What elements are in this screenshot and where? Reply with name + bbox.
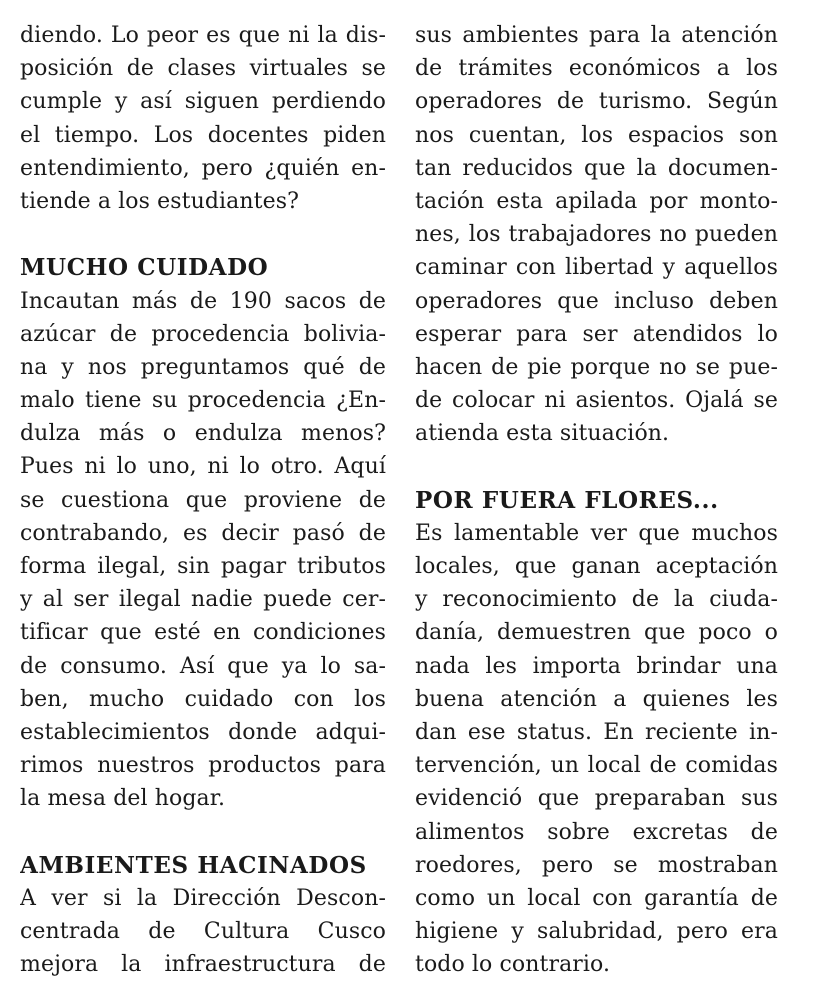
text-line: higiene y salubridad, pero era xyxy=(415,919,778,945)
text-line: y al ser ilegal nadie puede cer- xyxy=(20,587,386,613)
text-line: Pues ni lo uno, ni lo otro. Aquí xyxy=(20,454,386,480)
text-line: alimentos sobre excretas de xyxy=(415,819,778,845)
text-line: Es lamentable ver que muchos xyxy=(415,520,778,546)
text-line: de consumo. Así que ya lo sa- xyxy=(20,653,386,679)
text-line: Incautan más de 190 sacos de xyxy=(20,288,386,314)
text-line: malo tiene su procedencia ¿En- xyxy=(20,388,386,414)
text-line: se cuestiona que proviene de xyxy=(20,487,386,513)
text-line: caminar con libertad y aquellos xyxy=(415,255,778,281)
text-line: A ver si la Dirección Descon- xyxy=(20,885,386,911)
text-line: atienda esta situación. xyxy=(415,421,670,447)
text-line: nes, los trabajadores no pueden xyxy=(415,222,778,248)
text-line: el tiempo. Los docentes piden xyxy=(20,122,386,148)
text-line: operadores de turismo. Según xyxy=(415,89,778,115)
text-line: azúcar de procedencia bolivia- xyxy=(20,321,386,347)
text-line: como un local con garantía de xyxy=(415,885,778,911)
text-line: tación esta apilada por monto- xyxy=(415,188,778,214)
text-line: la mesa del hogar. xyxy=(20,786,226,812)
text-line: todo lo contrario. xyxy=(415,952,611,978)
text-line: centrada de Cultura Cusco xyxy=(20,919,386,945)
text-line: tan reducidos que la documen- xyxy=(415,155,778,181)
section-heading-por-fuera-flores: POR FUERA FLORES... xyxy=(415,486,719,514)
paragraph-gap xyxy=(20,218,386,251)
paragraph-gap xyxy=(20,816,386,849)
text-line: de colocar ni asientos. Ojalá se xyxy=(415,388,778,414)
text-line: cumple y así siguen perdiendo xyxy=(20,89,386,115)
text-line: hacen de pie porque no se pue- xyxy=(415,354,778,380)
text-line: evidenció que preparaban sus xyxy=(415,786,778,812)
text-line: operadores que incluso deben xyxy=(415,288,778,314)
text-line: de trámites económicos a los xyxy=(415,56,778,82)
text-line: dan ese status. En reciente in- xyxy=(415,719,778,745)
text-line: rimos nuestros productos para xyxy=(20,753,386,779)
text-line: nos cuentan, los espacios son xyxy=(415,122,778,148)
text-line: forma ilegal, sin pagar tributos xyxy=(20,554,386,579)
text-line: contrabando, es decir pasó de xyxy=(20,520,386,546)
text-line: establecimientos donde adqui- xyxy=(20,719,386,745)
text-line: dulza más o endulza menos? xyxy=(20,421,386,447)
text-line: nada les importa brindar una xyxy=(415,653,778,679)
text-line: tervención, un local de comidas xyxy=(415,753,778,779)
text-line: tiende a los estudiantes? xyxy=(20,188,300,214)
text-line: entendimiento, pero ¿quién en- xyxy=(20,155,386,181)
text-line: sus ambientes para la atención xyxy=(415,23,778,48)
text-line: tificar que esté en condiciones xyxy=(20,620,386,646)
text-line: y reconocimiento de la ciuda- xyxy=(415,587,778,613)
text-line: na y nos preguntamos qué de xyxy=(20,354,386,380)
section-heading-mucho-cuidado: MUCHO CUIDADO xyxy=(20,254,269,282)
text-line: diendo. Lo peor es que ni la dis- xyxy=(20,23,386,48)
text-line: posición de clases virtuales se xyxy=(20,56,386,82)
text-line: danía, demuestren que poco o xyxy=(415,620,778,646)
paragraph-gap xyxy=(415,450,778,483)
text-line: roedores, pero se mostraban xyxy=(415,852,778,878)
text-line: buena atención a quienes les xyxy=(415,686,778,712)
text-line: ben, mucho cuidado con los xyxy=(20,686,386,712)
section-heading-ambientes-hacinados: AMBIENTES HACINADOS xyxy=(20,851,367,879)
text-line: mejora la infraestructura de xyxy=(20,952,386,978)
left-column xyxy=(20,19,386,981)
text-line: esperar para ser atendidos lo xyxy=(415,321,778,347)
text-line: locales, que ganan aceptación xyxy=(415,554,778,579)
right-column xyxy=(415,19,778,981)
